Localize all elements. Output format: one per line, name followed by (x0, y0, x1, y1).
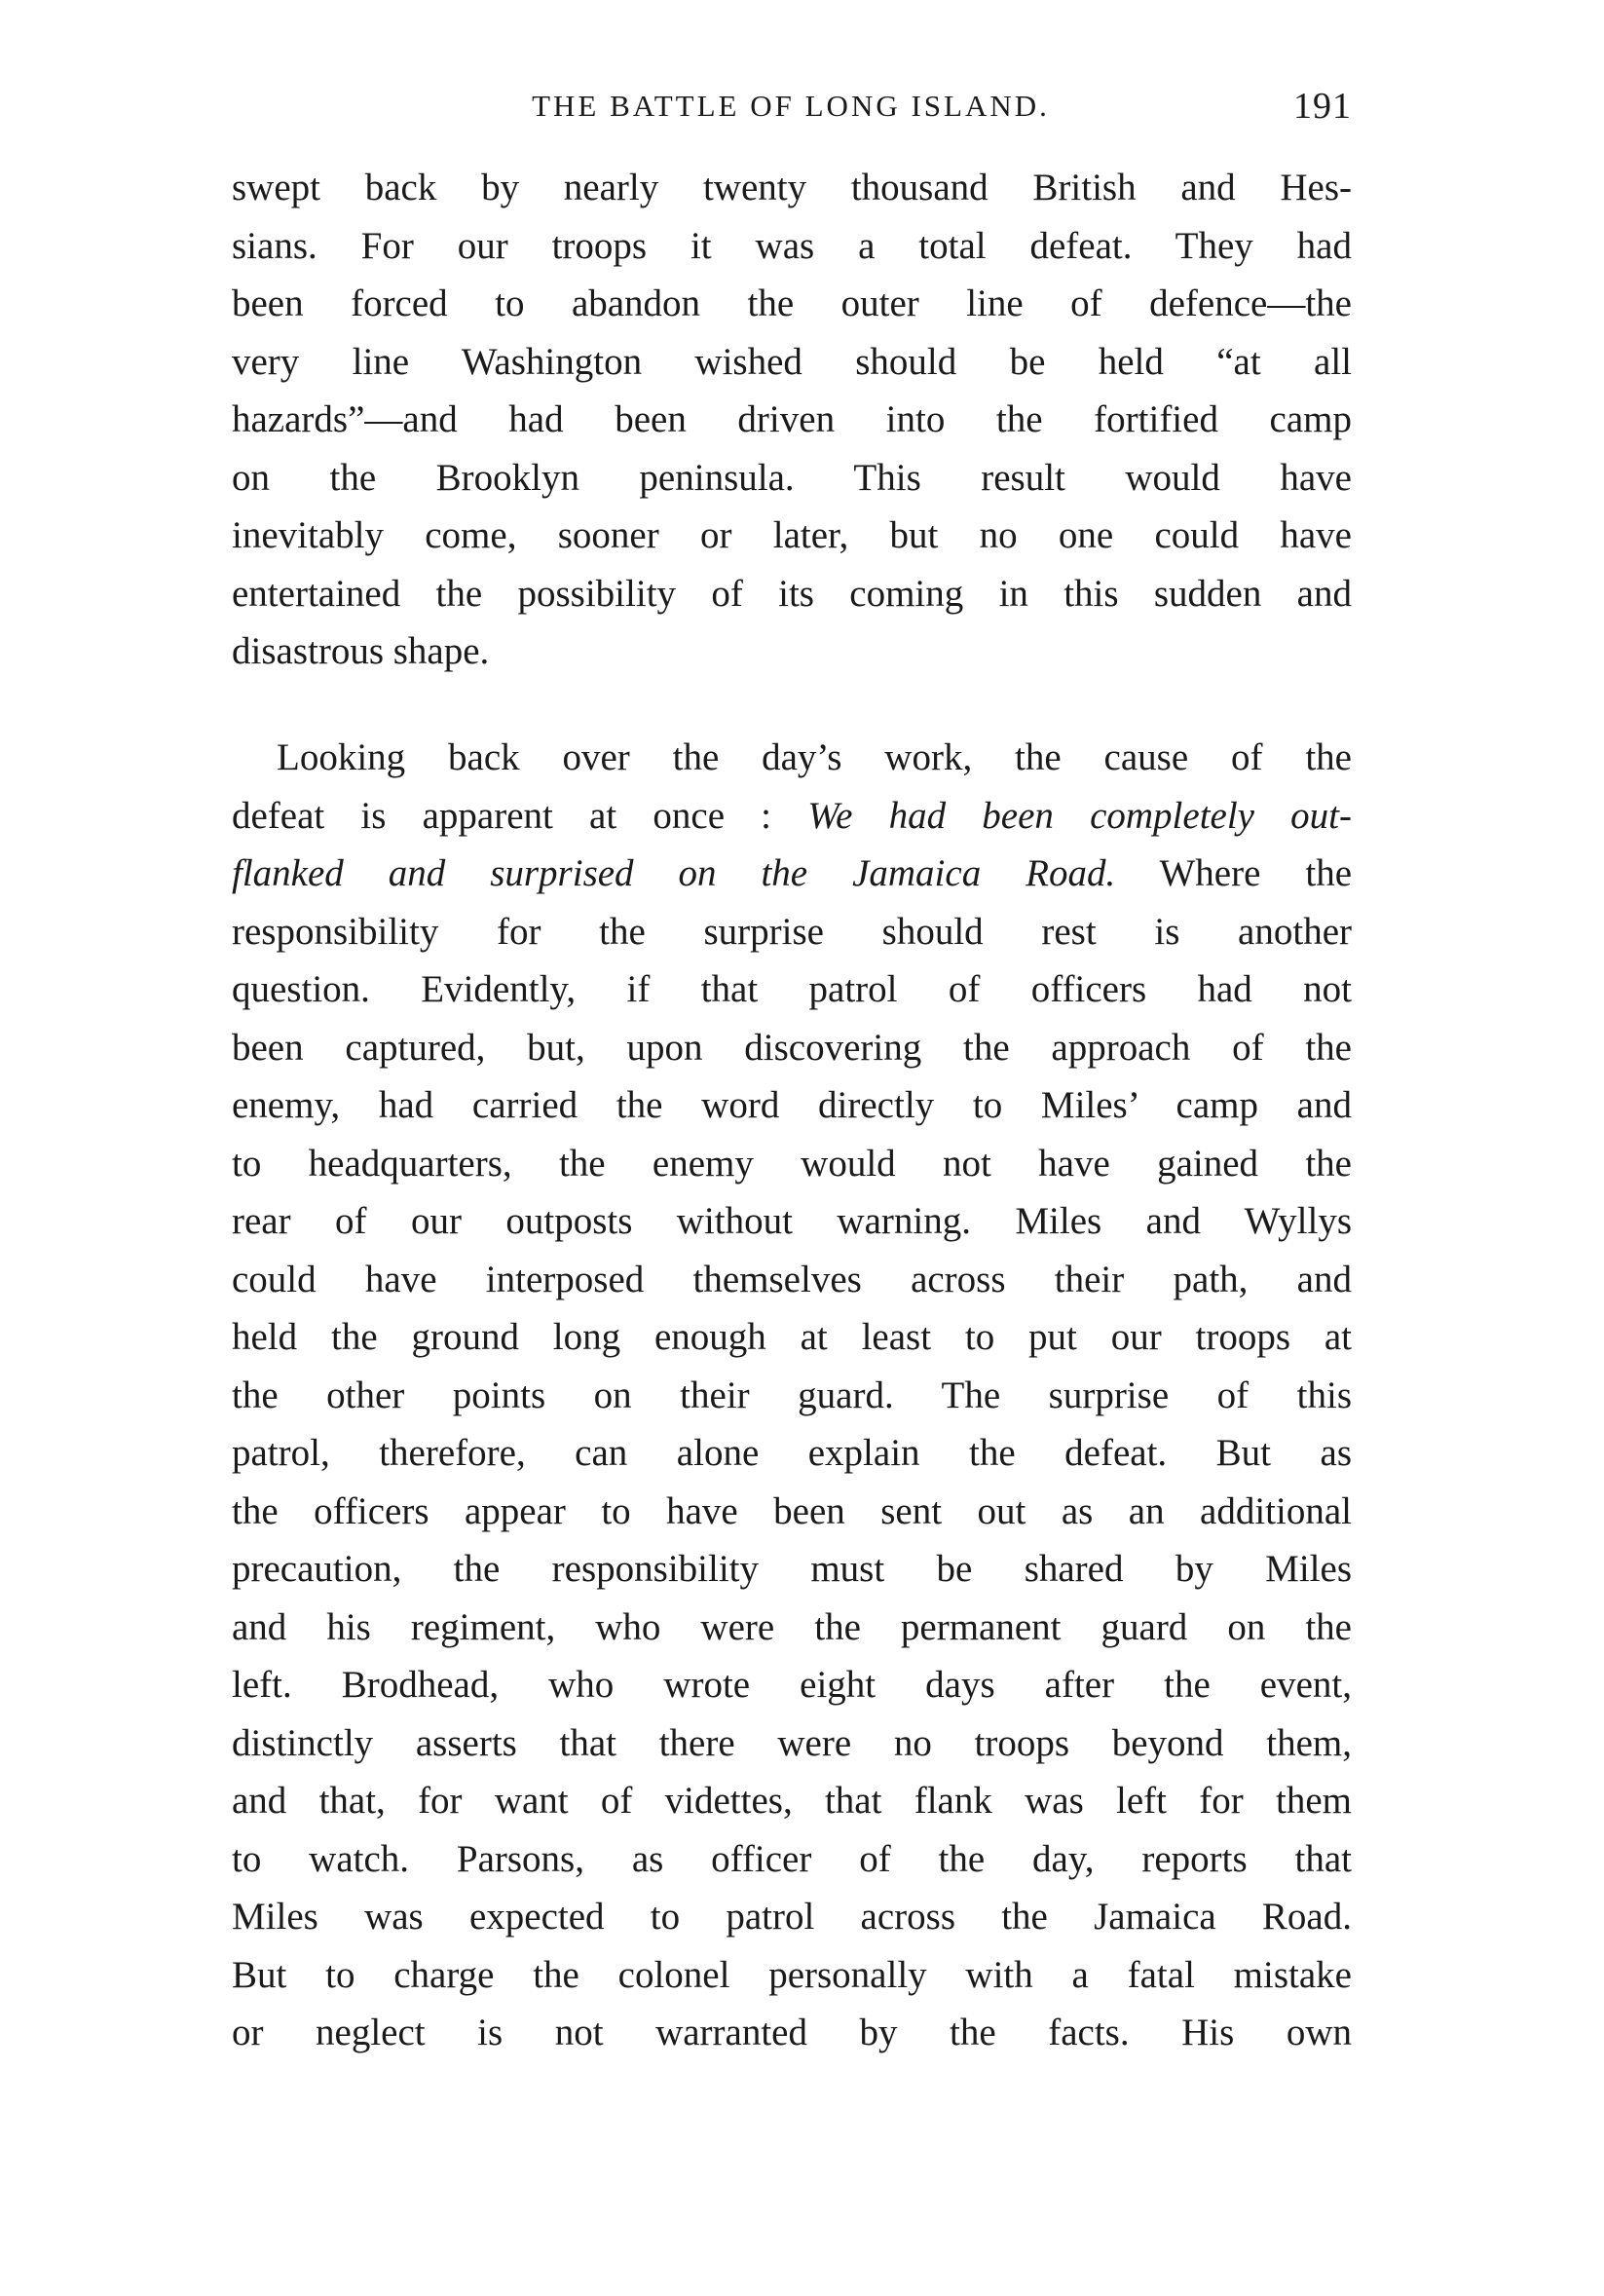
text-line: question. Evidently, if that patrol of officers had not (232, 968, 1352, 1010)
text-line: on the Brooklyn peninsula. This result would have (232, 456, 1352, 499)
text-line: swept back by nearly twenty thousand British and Hes- (232, 167, 1352, 208)
text-line: been captured, but, upon discovering the approach of the (232, 1026, 1352, 1069)
emphasis-text: We had been completely out- (807, 794, 1352, 837)
running-title: THE BATTLE OF LONG ISLAND. (532, 89, 1050, 123)
text-line: to watch. Parsons, as officer of the day, reports that (232, 1837, 1352, 1880)
text-line: and that, for want of videttes, that flank was left for them (232, 1780, 1352, 1822)
text-line: sians. For our troops it was a total defeat. They had (232, 224, 1352, 267)
text-segment: Where the (1115, 852, 1352, 894)
text-line: the other points on their guard. The surprise of this (232, 1374, 1352, 1416)
paragraph-1 (232, 159, 1352, 681)
text-line: patrol, therefore, can alone explain the defeat. But as (232, 1432, 1352, 1474)
emphasis-text: flanked and surprised on the Jamaica Road. (232, 852, 1116, 894)
text-line: rear of our outposts without warning. Miles and Wyllys (232, 1200, 1352, 1242)
text-line: to headquarters, the enemy would not have gained the (232, 1142, 1352, 1185)
text-line: precaution, the responsibility must be shared by Miles (232, 1548, 1352, 1590)
text-line: could have interposed themselves across their path, and (232, 1258, 1352, 1300)
text-line: entertained the possibility of its coming in this sudden and (232, 572, 1352, 615)
paragraph-2 (232, 729, 1352, 2062)
text-line: and his regiment, who were the permanent guard on the (232, 1605, 1352, 1648)
text-line: Miles was expected to patrol across the Jamaica Road. (232, 1896, 1352, 1938)
text-segment: defeat is apparent at once : (232, 794, 808, 837)
text-line-mixed (232, 845, 1352, 903)
text-line: But to charge the colonel personally with a fatal mistake (232, 1953, 1352, 1996)
text-line-mixed (232, 787, 1352, 846)
text-line: very line Washington wished should be held “at all (232, 340, 1352, 383)
text-line: disastrous shape. (232, 630, 490, 672)
text-line: inevitably come, sooner or later, but no one could have (232, 514, 1352, 556)
text-line: Looking back over the day’s work, the cause of the (277, 736, 1352, 778)
text-line: left. Brodhead, who wrote eight days after the event, (232, 1664, 1352, 1706)
text-line: responsibility for the surprise should rest is another (232, 910, 1352, 953)
page-number: 191 (1293, 86, 1352, 127)
text-line: been forced to abandon the outer line of defence—the (232, 282, 1352, 324)
text-line: or neglect is not warranted by the facts. His own (232, 2012, 1352, 2053)
running-header (230, 82, 1352, 131)
text-line: enemy, had carried the word directly to Miles’ camp and (232, 1084, 1352, 1126)
text-line: the officers appear to have been sent out as an additional (232, 1489, 1352, 1532)
text-line: held the ground long enough at least to put our troops at (232, 1316, 1352, 1358)
text-line: distinctly asserts that there were no troops beyond them, (232, 1721, 1352, 1764)
text-line: hazards”—and had been driven into the fortified camp (232, 398, 1352, 440)
